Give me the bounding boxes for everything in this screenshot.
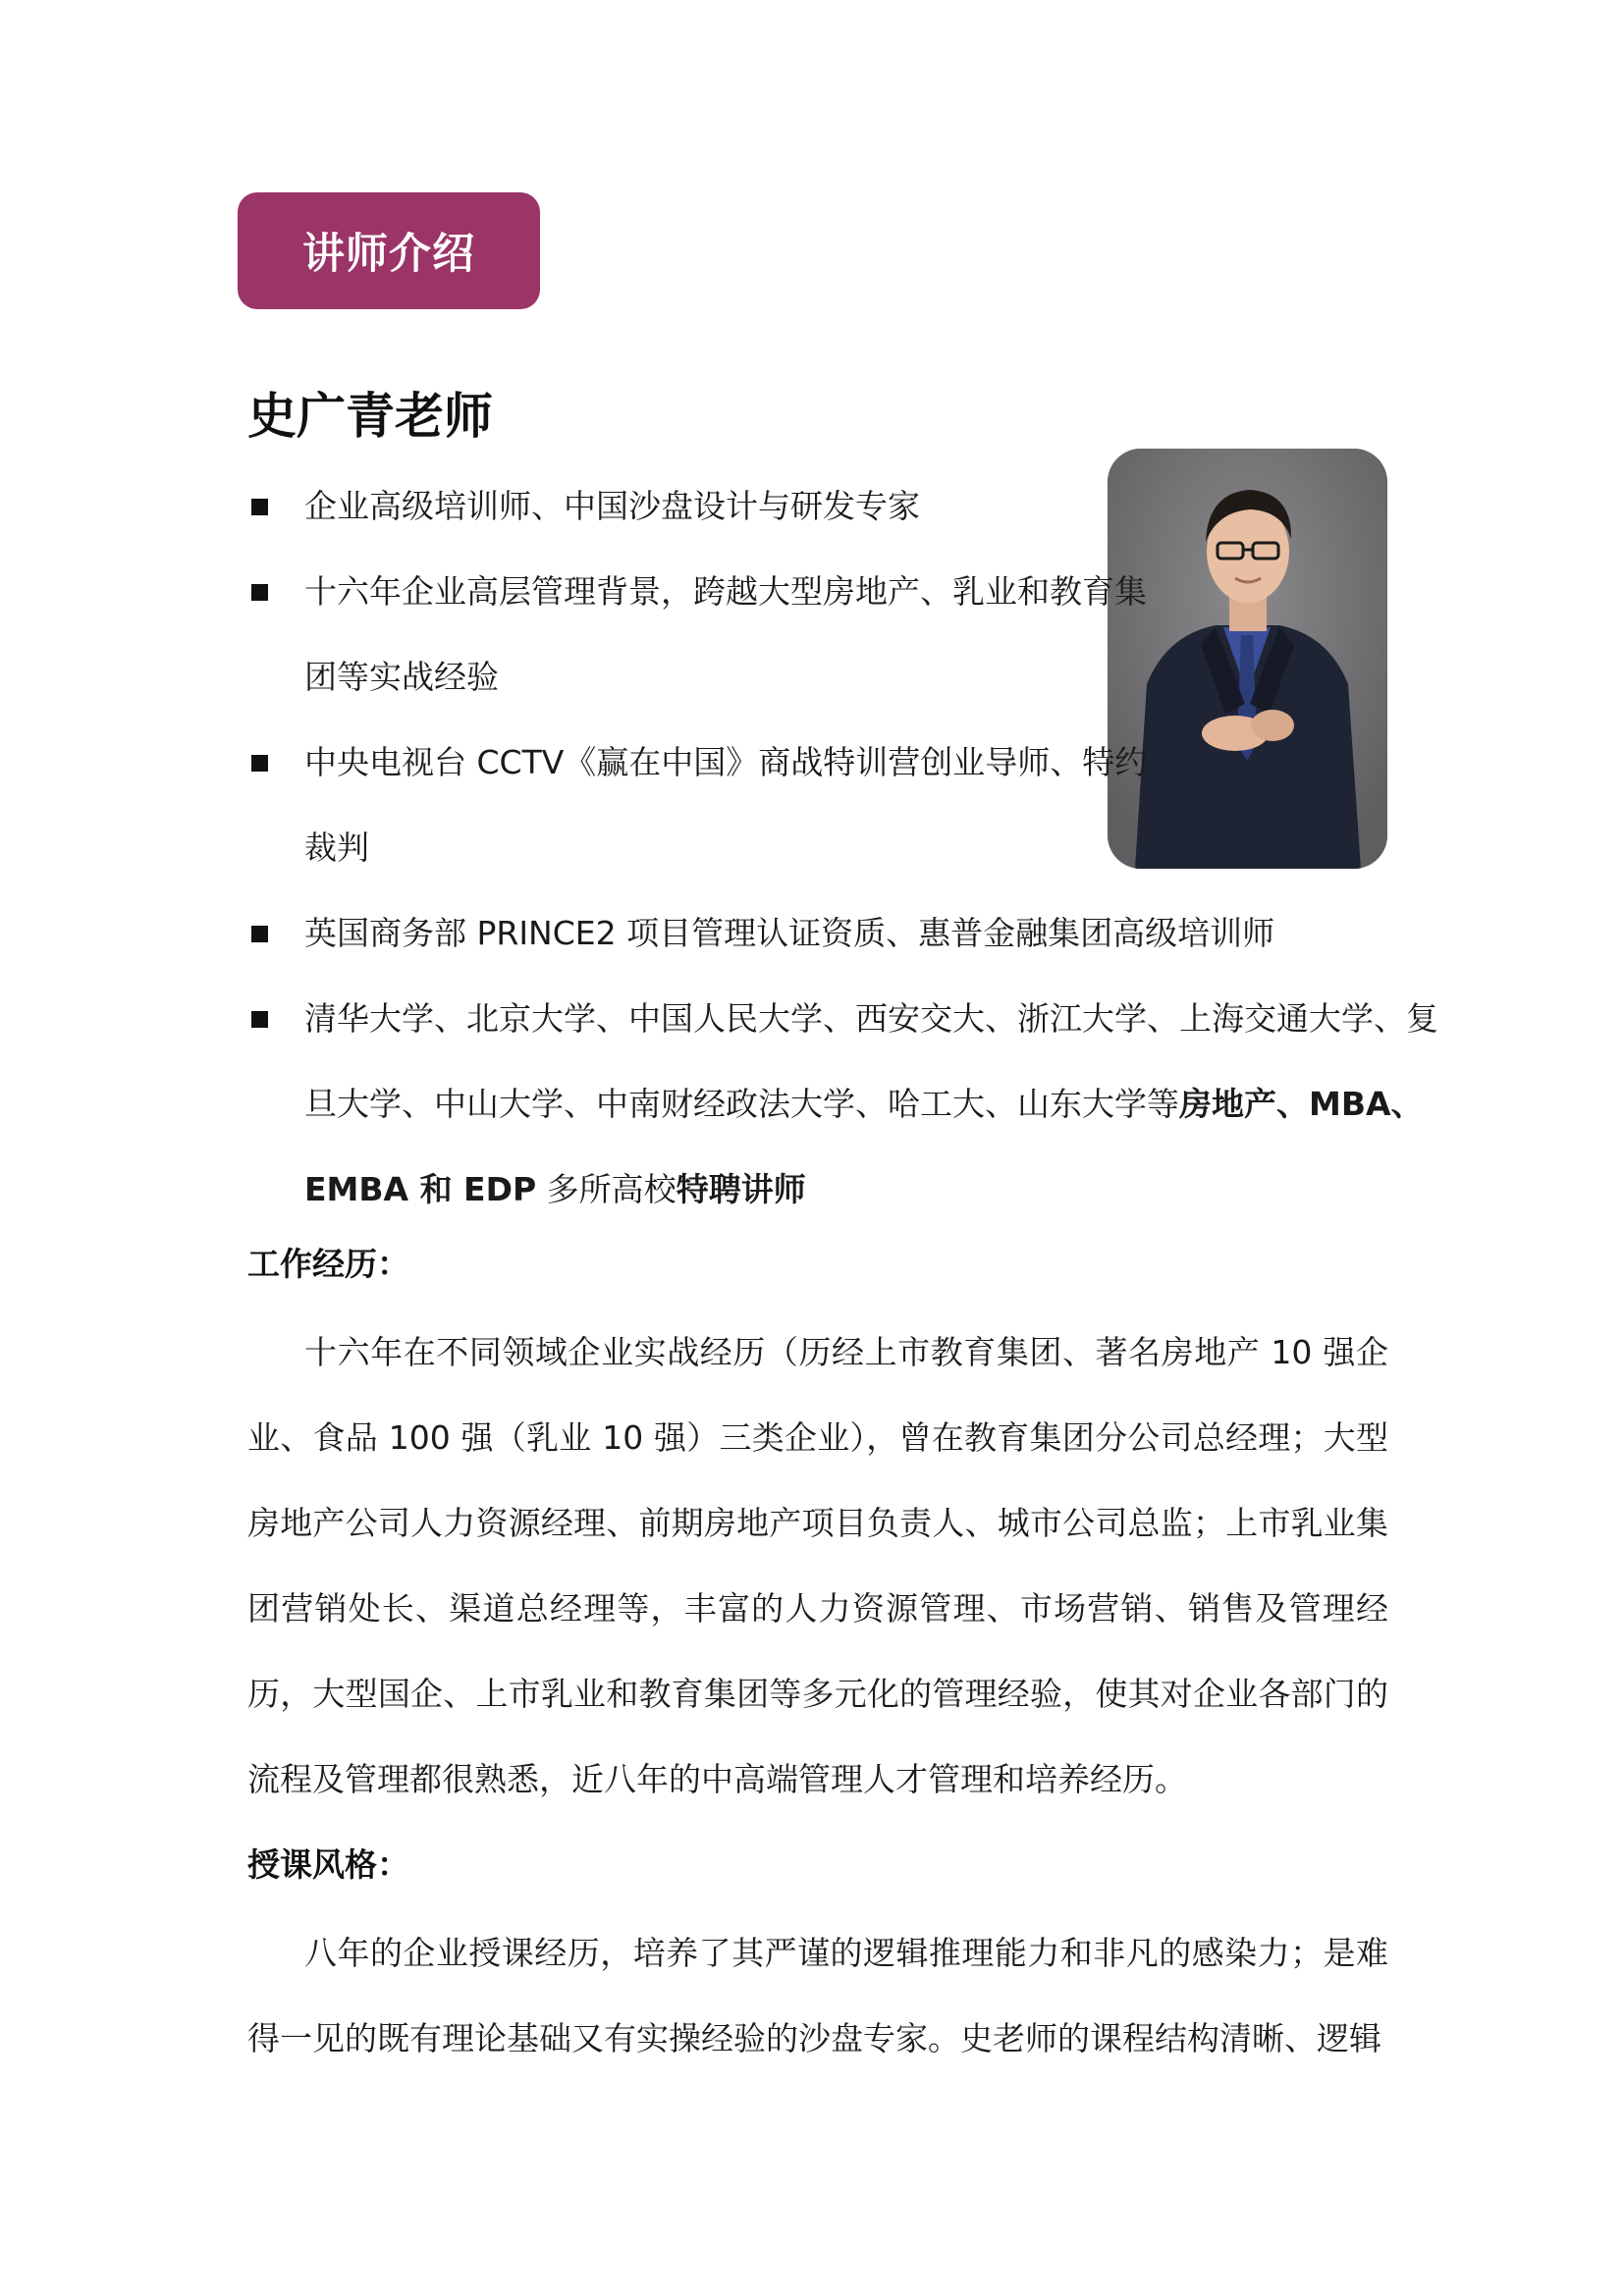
list-item: 清华大学、北京大学、中国人民大学、西安交大、浙江大学、上海交通大学、复旦大学、中山大学、中南财经政法大学、哈工大、山东大学等房地产、MBA、EMBA 和 EDP 多所高校特聘讲师 (247, 976, 1443, 1232)
work-history-text: 十六年在不同领域企业实战经历（历经上市教育集团、著名房地产 10 强企业、食品 100 强（乳业 10 强）三类企业），曾在教育集团分公司总经理；大型房地产公司人力资源经理、前期房地产项目负责人、城市公司总监；上市乳业集团营销处长、渠道总经理等，丰富的人力资源管理、市场营销、销售及管理经历，大型国企、上市乳业和教育集团等多元化的管理经验，使其对企业各部门的流程及管理都很熟悉，近八年的中高端管理人才管理和培养经历。 (247, 1333, 1388, 1798)
teaching-style-title: 授课风格： (247, 1845, 409, 1884)
list-item: 十六年企业高层管理背景，跨越大型房地产、乳业和教育集团等实战经验 (247, 549, 1168, 720)
square-bullet-icon (251, 1011, 268, 1028)
credentials-list (247, 463, 1438, 1232)
teaching-style-text: 八年的企业授课经历，培养了其严谨的逻辑推理能力和非凡的感染力；是难得一见的既有理论基础又有实操经验的沙盘专家。史老师的课程结构清晰、逻辑 (247, 1934, 1388, 2057)
square-bullet-icon (251, 499, 268, 515)
section-header-tab (238, 192, 540, 309)
work-history-title: 工作经历： (247, 1245, 409, 1283)
square-bullet-icon (251, 584, 268, 601)
list-item: 英国商务部 PRINCE2 项目管理认证资质、惠普金融集团高级培训师 (247, 890, 1404, 976)
list-item: 中央电视台 CCTV《赢在中国》商战特训营创业导师、特约裁判 (247, 720, 1168, 890)
teacher-name: 史广青老师 (247, 388, 493, 445)
section-header-label: 讲师介绍 (302, 230, 475, 279)
square-bullet-icon (251, 755, 268, 772)
list-item: 企业高级培训师、中国沙盘设计与研发专家 (247, 463, 1168, 549)
square-bullet-icon (251, 926, 268, 942)
